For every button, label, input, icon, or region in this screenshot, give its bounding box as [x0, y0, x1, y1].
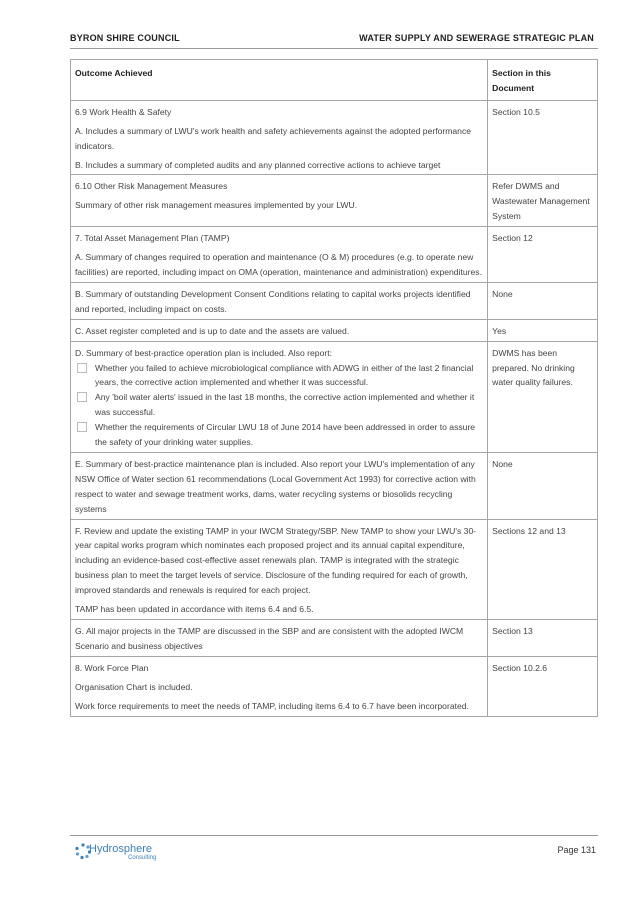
outcome-text: Summary of other risk management measures implemented by your LWU. — [75, 200, 358, 211]
outcome-cell — [71, 620, 488, 657]
bullet-text: Whether the requirements of Circular LWU 18 of June 2014 have been addressed in order to assure the safety of your drinking water supplies. — [95, 422, 476, 448]
outcome-text: C. Asset register completed and is up to date and the assets are valued. — [75, 325, 350, 336]
outcome-text: 8. Work Force Plan — [75, 662, 149, 673]
outcome-text: A. Includes a summary of LWU's work health and safety achievements against the adopted performance indicators. — [75, 125, 472, 151]
table-row — [71, 656, 598, 716]
page-header — [70, 33, 596, 47]
bullet-item — [75, 361, 483, 391]
header-divider — [70, 48, 598, 49]
header-organisation: BYRON SHIRE COUNCIL — [70, 33, 180, 43]
section-cell: Refer DWMS and Wastewater Management System — [488, 175, 598, 227]
outcome-text: G. All major projects in the TAMP are discussed in the SBP and are consistent with the adopted IWCM Scenario and business objectives — [75, 626, 464, 651]
logo-wordmark: Hydrosphere — [89, 843, 152, 855]
outcome-text: D. Summary of best-practice operation plan is included. Also report: — [75, 347, 332, 358]
footer-divider — [70, 835, 598, 836]
outcome-cell — [71, 519, 488, 619]
section-cell: None — [488, 452, 598, 519]
table-row — [71, 282, 598, 319]
bullet-item — [75, 420, 483, 450]
column-header-section: Section in this Document — [488, 60, 598, 101]
table-row — [71, 100, 598, 175]
logo-tagline: Consulting — [128, 855, 157, 861]
outcome-cell — [71, 341, 488, 452]
section-cell: Section 10.2.6 — [488, 656, 598, 716]
outcome-text: B. Summary of outstanding Development Consent Conditions relating to capital works projects identified and reported, including impact on costs. — [75, 288, 471, 314]
section-cell: None — [488, 282, 598, 319]
outcome-text: TAMP has been updated in accordance with items 6.4 and 6.5. — [75, 604, 314, 615]
outcome-text: 6.10 Other Risk Management Measures — [75, 181, 228, 192]
outcome-text: 6.9 Work Health & Safety — [75, 106, 172, 117]
section-cell: DWMS has been prepared. No drinking water quality failures. — [488, 341, 598, 452]
outcome-cell — [71, 656, 488, 716]
outcome-text: F. Review and update the existing TAMP in your IWCM Strategy/SBP. New TAMP to show your LWU's 30-year capital works program which nominates each proposed project and its annual capital expenditure, including an evidence-based cost-effective asset renewals plan. TAMP is integrated with the strategic business plan to meet the target levels of service. Disclosure of the funding required for each of growth, improved standards and renewals is required for each project. — [75, 525, 477, 596]
table-row — [71, 452, 598, 519]
outcome-text: A. Summary of changes required to operation and maintenance (O & M) procedures (e.g. to operate new facilities) are reported, including impact on OMA (operation, maintenance and administration) expenditures. — [75, 252, 482, 277]
checkbox-bullet-icon — [77, 422, 87, 432]
section-cell: Section 13 — [488, 620, 598, 657]
table-row — [71, 341, 598, 452]
column-header-outcome: Outcome Achieved — [71, 60, 488, 101]
outcome-cell — [71, 100, 488, 175]
outcome-text: Work force requirements to meet the needs of TAMP, including items 6.4 to 6.7 have been incorporated. — [75, 700, 469, 711]
outcome-cell — [71, 282, 488, 319]
table-row — [71, 227, 598, 283]
table-row — [71, 519, 598, 619]
bullet-text: Any 'boil water alerts' issued in the last 18 months, the corrective action implemented and whether it was successful. — [95, 392, 475, 418]
outcome-text: B. Includes a summary of completed audits and any planned corrective actions to achieve target — [75, 159, 441, 170]
section-cell: Yes — [488, 319, 598, 341]
table-header-row — [71, 60, 598, 101]
section-cell: Section 10.5 — [488, 100, 598, 175]
outcome-cell — [71, 319, 488, 341]
outcomes-table — [70, 59, 598, 717]
bullet-text: Whether you failed to achieve microbiological compliance with ADWG in either of the last 2 financial years, the corrective action implemented and whether it was successful. — [95, 362, 474, 388]
section-cell: Sections 12 and 13 — [488, 519, 598, 619]
outcome-cell — [71, 227, 488, 283]
outcome-text: Organisation Chart is included. — [75, 681, 193, 692]
table-row — [71, 175, 598, 227]
section-cell: Section 12 — [488, 227, 598, 283]
outcome-cell — [71, 175, 488, 227]
checkbox-bullet-icon — [77, 363, 87, 373]
header-document-title: WATER SUPPLY AND SEWERAGE STRATEGIC PLAN — [359, 33, 594, 43]
checkbox-bullet-icon — [77, 392, 87, 402]
hydrosphere-logo — [74, 840, 194, 864]
page-number: Page 131 — [557, 845, 596, 855]
table-row — [71, 620, 598, 657]
outcome-text: E. Summary of best-practice maintenance plan is included. Also report your LWU's implementation of any NSW Office of Water section 61 recommendations (Local Government Act 1993) for corrective action with respect to water and sewage treatment works, dams, water recycling systems or biosolids recycling systems — [75, 458, 476, 514]
bullet-item — [75, 390, 483, 420]
table-row — [71, 319, 598, 341]
outcome-cell — [71, 452, 488, 519]
outcome-text: 7. Total Asset Management Plan (TAMP) — [75, 233, 230, 244]
